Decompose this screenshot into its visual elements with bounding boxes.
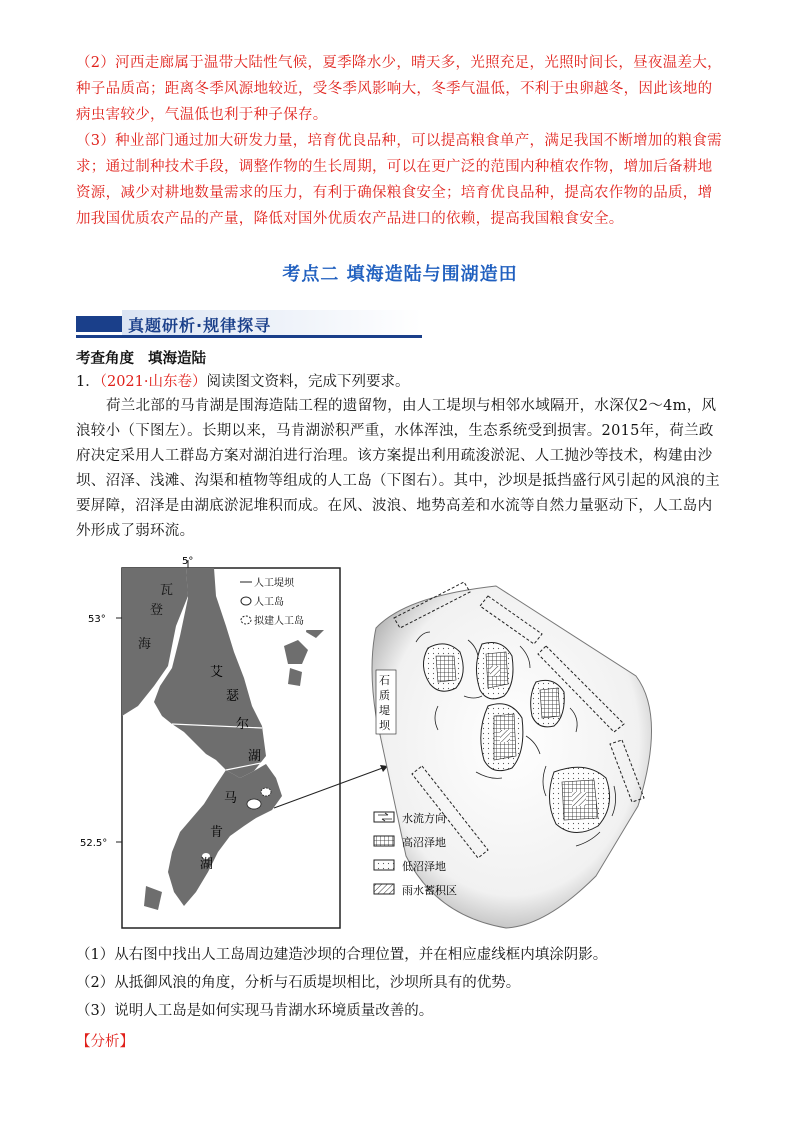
question-number: 1． <box>76 374 100 390</box>
lake2-label-char: 肯 <box>210 825 224 840</box>
rain-storage-3 <box>500 730 510 742</box>
banner-bar <box>76 316 122 332</box>
analysis-label: 【分析】 <box>76 1034 134 1050</box>
lake1-label-char: 艾 <box>210 665 224 680</box>
legend-planned-symbol <box>241 616 251 624</box>
stone-dike-label-char: 石 <box>379 674 390 687</box>
planned-island <box>261 788 271 796</box>
legend-high-marsh-symbol <box>374 836 394 846</box>
high-marsh-4 <box>540 688 560 718</box>
sea-label-char: 登 <box>150 603 164 618</box>
lake2-label-char: 湖 <box>200 857 214 872</box>
section-banner <box>76 310 422 338</box>
rain-storage-5 <box>572 792 586 806</box>
angle-value: 填海造陆 <box>148 351 206 367</box>
sub-question-3: （3）说明人工岛是如何实现马肯湖水环境质量改善的。 <box>76 1003 434 1019</box>
question-prompt: 阅读图文资料，完成下列要求。 <box>206 374 410 390</box>
stone-dike-label-char: 堤 <box>379 704 390 717</box>
legend-dike-label: 人工堤坝 <box>254 578 294 589</box>
figure-svg <box>76 556 726 936</box>
question-source: （2021·山东卷） <box>99 374 207 390</box>
lake-map <box>80 556 340 928</box>
lake2-label-char: 马 <box>224 791 238 806</box>
question-header <box>76 370 410 394</box>
legend-low-marsh-symbol <box>374 860 394 870</box>
legend-planned-label: 拟建人工岛 <box>254 616 304 627</box>
legend-island-label: 人工岛 <box>254 597 284 608</box>
lat-top-label: 53° <box>88 614 106 625</box>
lat-bottom-label: 52.5° <box>80 838 108 849</box>
lake1-label-char: 尔 <box>236 717 250 732</box>
legend-low-marsh-label: 低沼泽地 <box>402 860 446 873</box>
legend-high-marsh-label: 高沼泽地 <box>402 836 446 849</box>
sub-question-1: （1）从右图中找出人工岛周边建造沙坝的合理位置，并在相应虚线框内填涂阴影。 <box>76 947 608 963</box>
island-diagram <box>372 582 652 928</box>
answer-paragraph-3: （3）种业部门通过加大研发力量，培育优良品种，可以提高粮食单产，满足我国不断增加的粮食需求；通过制种技术手段，调整作物的生长周期，可以在更广泛的范围内种植农作物，增加后备耕地资源，减少对耕地数量需求的压力，有利于确保粮食安全；培育优良品种，提高农作物的品质，增加我国优质农产品的产量，降低对国外优质农产品进口的依赖，提高我国粮食安全。 <box>76 133 722 227</box>
legend-flow-label: 水流方向 <box>402 812 446 825</box>
sea-label-char: 瓦 <box>160 583 174 598</box>
legend-rain-storage-symbol <box>374 884 394 894</box>
question-figure <box>76 556 726 936</box>
stone-dike-label-char: 坝 <box>379 719 390 732</box>
high-marsh-1 <box>436 656 456 682</box>
lake1-label-char: 瑟 <box>226 689 240 704</box>
banner-text: 真题研析·规律探寻 <box>128 316 272 335</box>
lake1-label-char: 湖 <box>248 749 262 764</box>
sub-question-2: （2）从抵御风浪的角度，分析与石质堤坝相比，沙坝所具有的优势。 <box>76 975 521 991</box>
artificial-island <box>247 799 261 809</box>
sea-label-char: 海 <box>138 637 152 652</box>
lon-label: 5° <box>182 556 194 567</box>
legend-rain-storage-label: 雨水蓄积区 <box>402 884 457 897</box>
question-material: 荷兰北部的马肯湖是围海造陆工程的遗留物，由人工堤坝与相邻水域隔开，水深仅2～4m，风浪较小（下图左）。长期以来，马肯湖淤积严重，水体浑浊，生态系统受到损害。2015年，荷兰政府决定采用人工群岛方案对湖泊进行治理。该方案提出利用疏浚淤泥、人工抛沙等技术，构建由沙坝、沼泽、浅滩、沟渠和植物等组成的人工岛（下图右）。其中，沙坝是抵挡盛行风引起的风浪的主要屏障，沼泽是由湖底淤泥堆积而成。在风、波浪、地势高差和水流等自然力量驱动下，人工岛内外形成了弱环流。 <box>76 398 720 539</box>
rain-storage-2 <box>490 666 500 676</box>
section-title: 考点二 填海造陆与围湖造田 <box>282 264 518 285</box>
angle-label: 考查角度 <box>76 351 134 367</box>
exam-angle <box>76 347 206 368</box>
answer-paragraph-2: （2）河西走廊属于温带大陆性气候，夏季降水少，晴天多，光照充足，光照时间长，昼夜温差大，种子品质高；距离冬季风源地较近，受冬季风影响大，冬季气温低，不利于虫卵越冬，因此该地的病虫害较少，气温低也利于种子保存。 <box>76 55 722 123</box>
stone-dike-label-char: 质 <box>379 689 390 702</box>
legend-island-symbol <box>241 597 251 605</box>
